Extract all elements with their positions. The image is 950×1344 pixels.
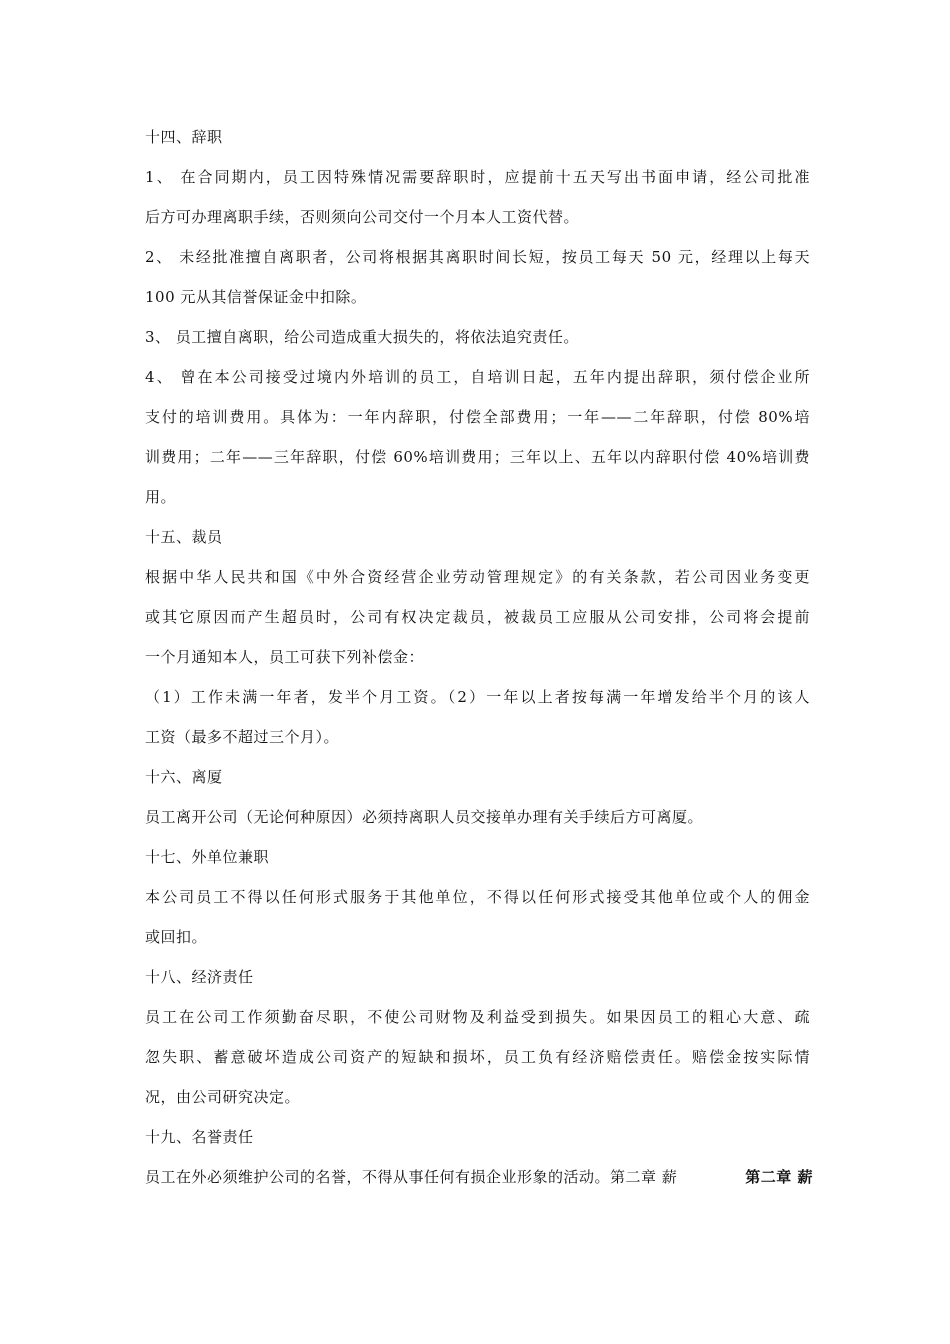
section-17-heading: 十七、外单位兼职	[145, 848, 270, 866]
chapter-2-heading-fragment: 第二章 薪	[745, 1168, 813, 1186]
s19-para1-line1: 员工在外必须维护公司的名誉，不得从事任何有损企业形象的活动。第二章 薪	[145, 1168, 678, 1186]
s14-para1-line2: 后方可办理离职手续，否则须向公司交付一个月本人工资代替。	[145, 208, 580, 226]
s18-para1-line1: 员工在公司工作须勤奋尽职，不使公司财物及利益受到损失。如果因员工的粗心大意、疏	[145, 1008, 810, 1026]
s15-para1-line3: 一个月通知本人，员工可获下列补偿金：	[145, 648, 425, 666]
s14-para4-line3: 训费用；二年——三年辞职，付偿 60%培训费用；三年以上、五年以内辞职付偿 40%培训费	[145, 448, 810, 466]
section-19-heading: 十九、名誉责任	[145, 1128, 254, 1146]
section-14-heading: 十四、辞职	[145, 128, 223, 146]
section-16-heading: 十六、离厦	[145, 768, 223, 786]
s18-para1-line3: 况，由公司研究决定。	[145, 1088, 301, 1106]
s17-para1-line1: 本公司员工不得以任何形式服务于其他单位，不得以任何形式接受其他单位或个人的佣金	[145, 888, 810, 906]
s16-para1-line1: 员工离开公司（无论何种原因）必须持离职人员交接单办理有关手续后方可离厦。	[145, 808, 704, 826]
s14-para4-line4: 用。	[145, 488, 177, 506]
s17-para1-line2: 或回扣。	[145, 928, 208, 946]
section-18-heading: 十八、经济责任	[145, 968, 254, 986]
s15-para1-line2: 或其它原因而产生超员时，公司有权决定裁员，被裁员工应服从公司安排，公司将会提前	[145, 608, 810, 626]
s14-para2-line2: 100 元从其信誉保证金中扣除。	[145, 288, 367, 306]
section-15-heading: 十五、裁员	[145, 528, 223, 546]
s14-para3-line1: 3、 员工擅自离职，给公司造成重大损失的，将依法追究责任。	[145, 328, 579, 346]
s14-para1-line1: 1、 在合同期内，员工因特殊情况需要辞职时，应提前十五天写出书面申请，经公司批准	[145, 168, 810, 186]
s15-para2-line1: （1）工作未满一年者，发半个月工资。（2）一年以上者按每满一年增发给半个月的该人	[145, 688, 810, 706]
s14-para2-line1: 2、 未经批准擅自离职者，公司将根据其离职时间长短，按员工每天 50 元，经理以上每天	[145, 248, 810, 266]
s15-para1-line1: 根据中华人民共和国《中外合资经营企业劳动管理规定》的有关条款，若公司因业务变更	[145, 568, 810, 586]
s14-para4-line1: 4、 曾在本公司接受过境内外培训的员工，自培训日起，五年内提出辞职，须付偿企业所	[145, 368, 810, 386]
s18-para1-line2: 忽失职、蓄意破坏造成公司资产的短缺和损坏，员工负有经济赔偿责任。赔偿金按实际情	[145, 1048, 810, 1066]
s15-para2-line2: 工资（最多不超过三个月）。	[145, 728, 340, 746]
s14-para4-line2: 支付的培训费用。具体为：一年内辞职，付偿全部费用；一年——二年辞职，付偿 80%培	[145, 408, 810, 426]
